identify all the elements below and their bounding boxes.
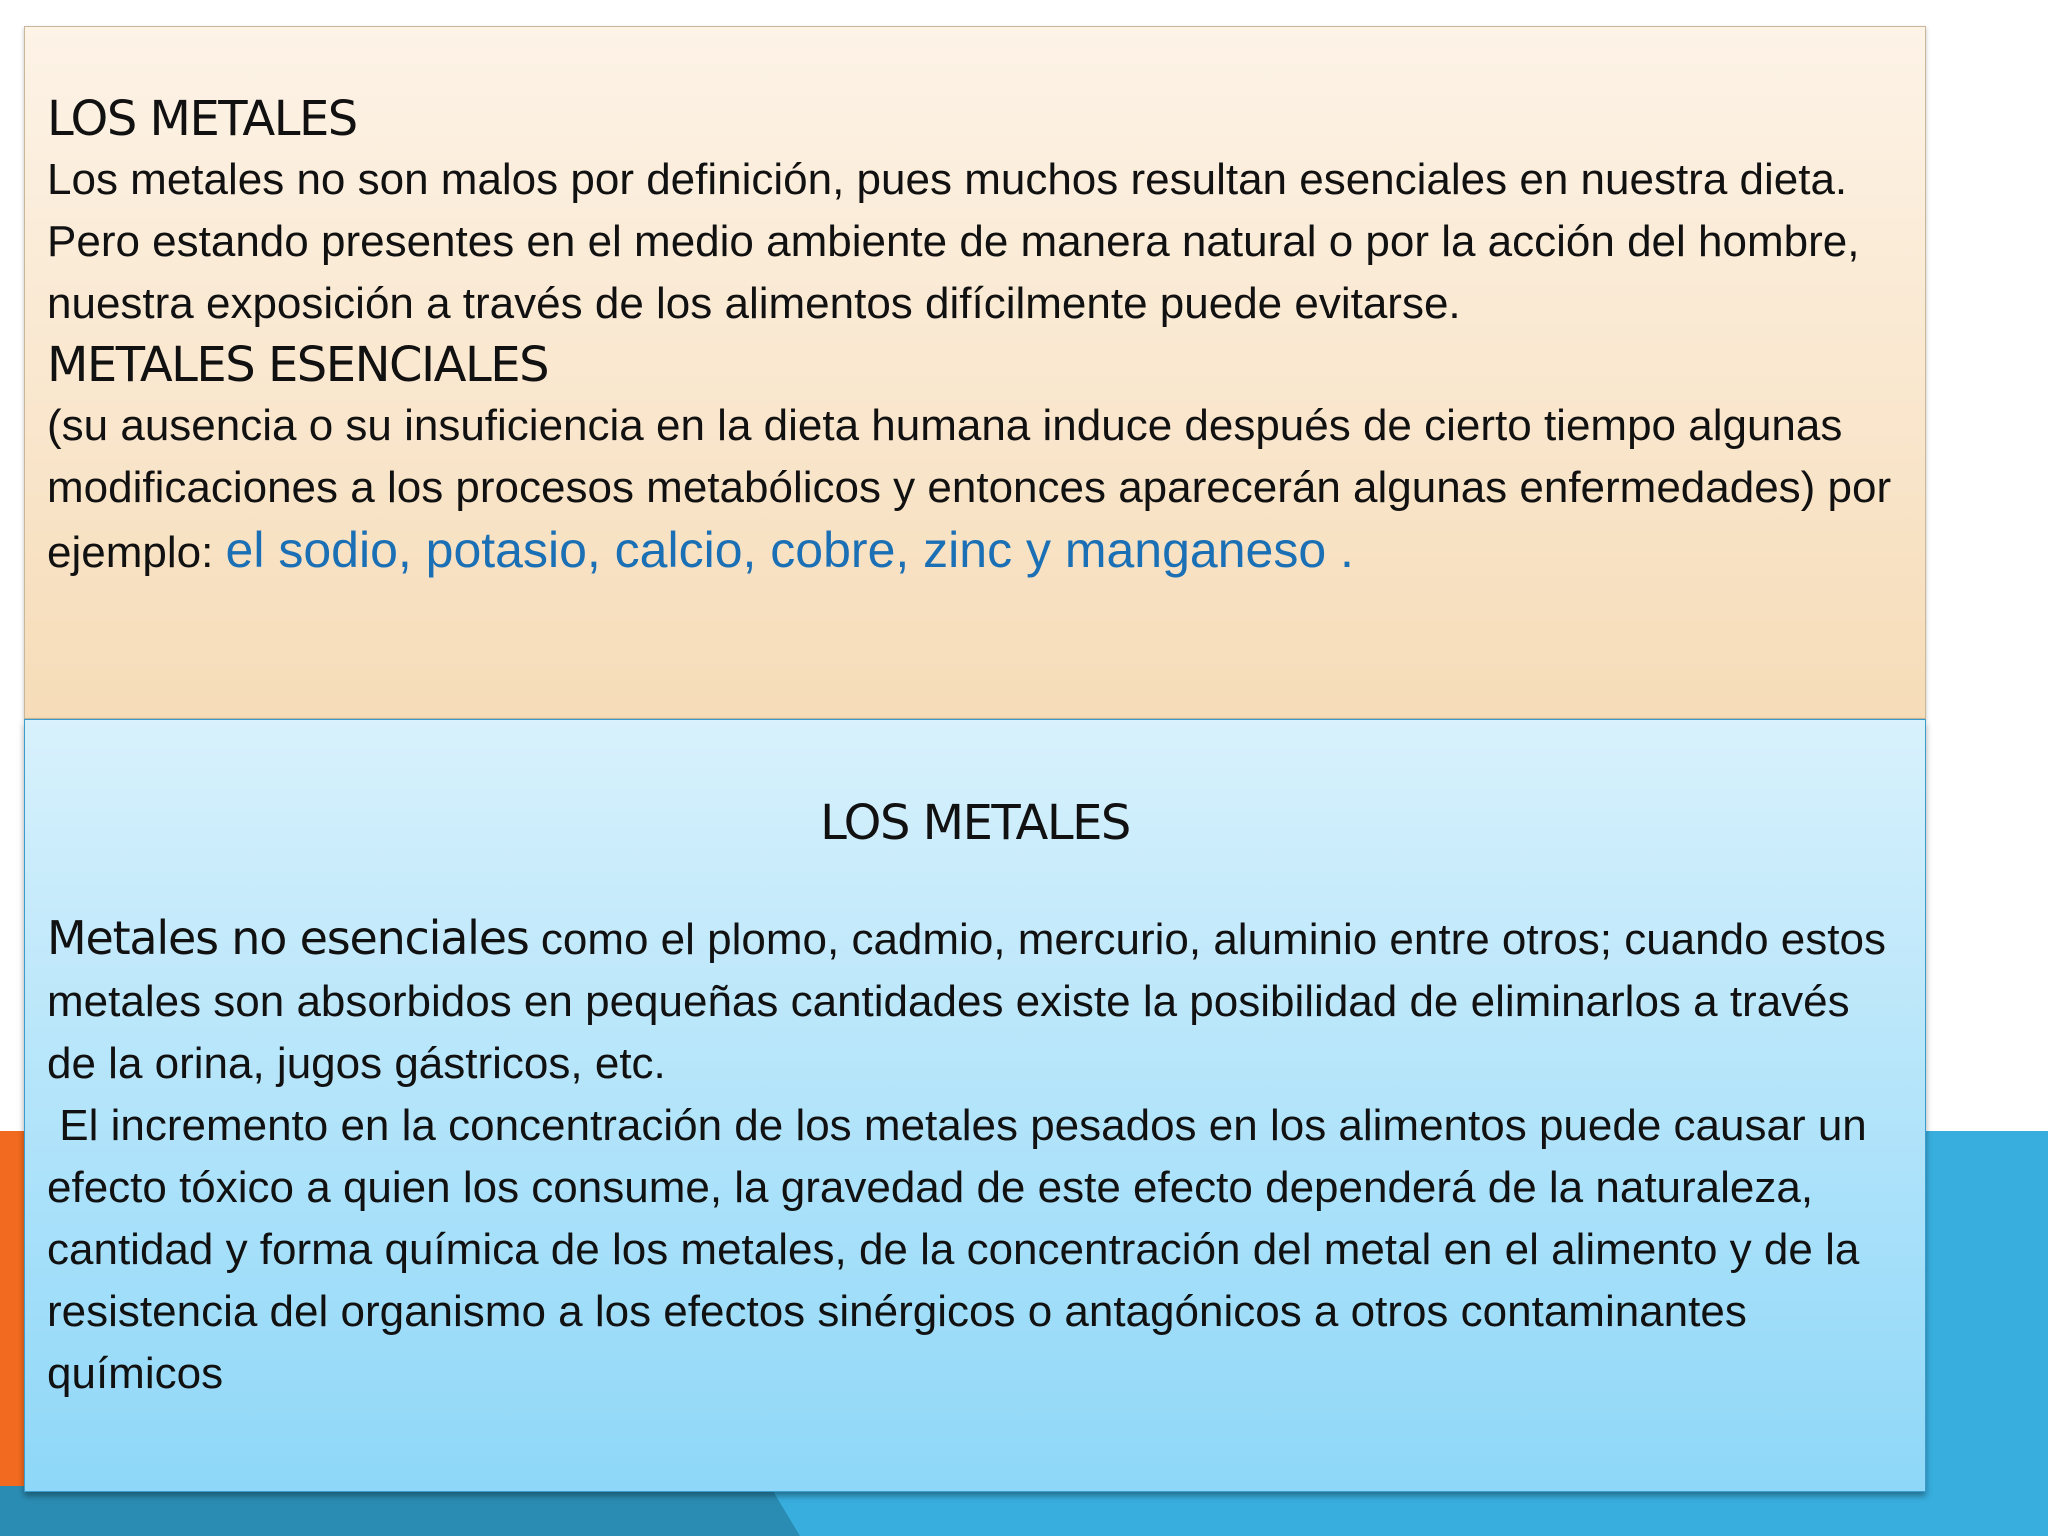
non-essential-metals-paragraph [47,907,1903,1095]
essential-metals-examples: el sodio, potasio, calcio, cobre, zinc y manganeso . [225,522,1354,578]
non-essential-metals-label: Metales no esenciales [47,911,529,965]
non-essential-metals-text: como el plomo, cadmio, mercurio, aluminio entre otros; cuando estos metales son absorbidos en pequeñas cantidades existe la posibilidad de eliminarlos a través de la orina, jugos gástricos, etc. [47,915,1886,1088]
essential-metals-paragraph [47,395,1903,584]
heading-metales-esenciales: METALES ESENCIALES [47,337,549,393]
background-dark-blue-band [0,1486,800,1536]
intro-paragraph: Los metales no son malos por definición, pues muchos resultan esenciales en nuestra dieta. Pero estando presentes en el medio ambiente de manera natural o por la acción del hombre, nuestra exposición a través de los alimentos difícilmente puede evitarse. [47,155,1860,328]
top-text-panel [24,26,1926,719]
heading-los-metales: LOS METALES [47,91,357,147]
bottom-text-panel [24,719,1926,1492]
essential-metals-description: (su ausencia o su insuficiencia en la dieta humana induce después de cierto tiempo algunas modificaciones a los procesos metabólicos y entonces aparecerán algunas enfermedades) por ejemplo: [47,401,1892,577]
toxicity-paragraph: El incremento en la concentración de los metales pesados en los alimentos puede causar un efecto tóxico a quien los consume, la gravedad de este efecto dependerá de la naturaleza, cantidad y forma química de los metales, de la concentración del metal en el alimento y de la resistencia del organismo a los efectos sinérgicos o antagónicos a otros contaminantes químicos [47,1101,1879,1398]
heading-los-metales-centered: LOS METALES [820,795,1130,851]
